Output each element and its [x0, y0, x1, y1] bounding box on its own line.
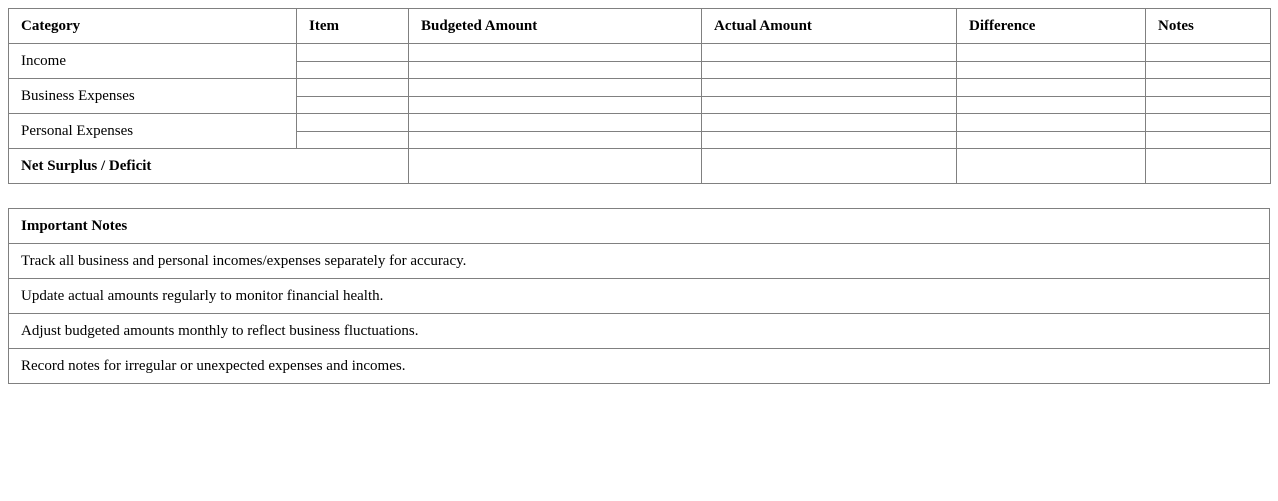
table-header-row [9, 9, 1271, 44]
budgeted-cell[interactable] [409, 44, 702, 62]
notes-cell[interactable] [1146, 96, 1271, 114]
budgeted-cell[interactable] [409, 79, 702, 97]
difference-cell[interactable] [957, 61, 1146, 79]
note-text: Track all business and personal incomes/expenses separately for accuracy. [9, 244, 1270, 279]
net-difference-cell[interactable] [957, 149, 1146, 184]
table-row [9, 44, 1271, 62]
list-item [9, 349, 1270, 384]
note-text: Adjust budgeted amounts monthly to reflect business fluctuations. [9, 314, 1270, 349]
notes-cell[interactable] [1146, 61, 1271, 79]
header-category: Category [9, 9, 297, 44]
net-actual-cell[interactable] [702, 149, 957, 184]
item-cell[interactable] [297, 131, 409, 149]
notes-cell[interactable] [1146, 114, 1271, 132]
table-row [9, 114, 1271, 132]
actual-cell[interactable] [702, 114, 957, 132]
actual-cell[interactable] [702, 61, 957, 79]
budgeted-cell[interactable] [409, 114, 702, 132]
difference-cell[interactable] [957, 44, 1146, 62]
header-item: Item [297, 9, 409, 44]
list-item [9, 314, 1270, 349]
header-budgeted-amount: Budgeted Amount [409, 9, 702, 44]
net-row [9, 149, 1271, 184]
list-item [9, 244, 1270, 279]
budgeted-cell[interactable] [409, 96, 702, 114]
item-cell[interactable] [297, 61, 409, 79]
notes-header-row [9, 209, 1270, 244]
actual-cell[interactable] [702, 96, 957, 114]
category-income: Income [9, 44, 297, 79]
category-business-expenses: Business Expenses [9, 79, 297, 114]
net-surplus-deficit-label: Net Surplus / Deficit [9, 149, 409, 184]
net-budgeted-cell[interactable] [409, 149, 702, 184]
table-row [9, 79, 1271, 97]
note-text: Record notes for irregular or unexpected expenses and incomes. [9, 349, 1270, 384]
difference-cell[interactable] [957, 79, 1146, 97]
category-personal-expenses: Personal Expenses [9, 114, 297, 149]
budget-table [8, 8, 1271, 184]
important-notes-title: Important Notes [9, 209, 1270, 244]
actual-cell[interactable] [702, 79, 957, 97]
item-cell[interactable] [297, 79, 409, 97]
list-item [9, 279, 1270, 314]
item-cell[interactable] [297, 114, 409, 132]
header-difference: Difference [957, 9, 1146, 44]
actual-cell[interactable] [702, 131, 957, 149]
item-cell[interactable] [297, 44, 409, 62]
important-notes-table [8, 208, 1270, 384]
note-text: Update actual amounts regularly to monitor financial health. [9, 279, 1270, 314]
difference-cell[interactable] [957, 131, 1146, 149]
notes-cell[interactable] [1146, 44, 1271, 62]
net-notes-cell[interactable] [1146, 149, 1271, 184]
header-actual-amount: Actual Amount [702, 9, 957, 44]
notes-cell[interactable] [1146, 131, 1271, 149]
difference-cell[interactable] [957, 114, 1146, 132]
difference-cell[interactable] [957, 96, 1146, 114]
notes-cell[interactable] [1146, 79, 1271, 97]
item-cell[interactable] [297, 96, 409, 114]
actual-cell[interactable] [702, 44, 957, 62]
budgeted-cell[interactable] [409, 61, 702, 79]
budgeted-cell[interactable] [409, 131, 702, 149]
header-notes: Notes [1146, 9, 1271, 44]
